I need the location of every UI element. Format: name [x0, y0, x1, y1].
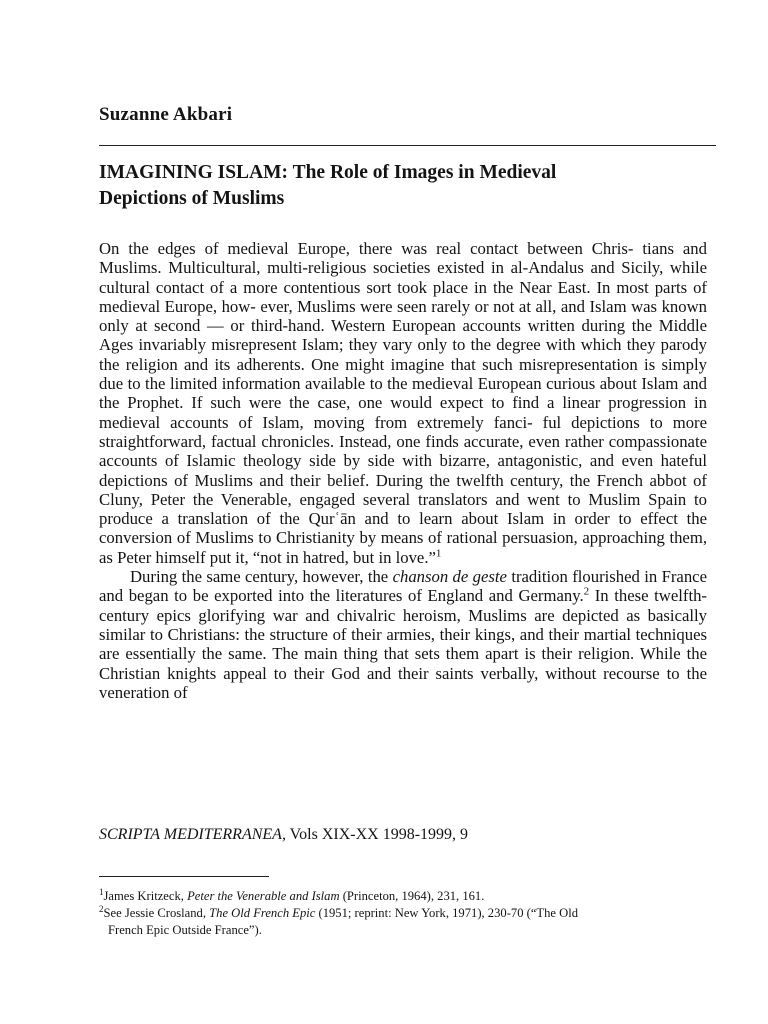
article-title-line-1: IMAGINING ISLAM: The Role of Images in Medieval — [99, 162, 557, 183]
footnote-2-italic: The Old French Epic — [209, 906, 316, 920]
body-paragraph-2 — [99, 567, 707, 702]
paragraph-2-text-b: tradition flourished in France and began to be exported into the literatures of England and Germany. — [99, 567, 707, 606]
footnote-2 — [99, 905, 707, 922]
footnote-1-text-a: James Kritzeck, — [103, 889, 188, 903]
paragraph-2-italic-term: chanson de geste — [392, 567, 507, 587]
article-body — [99, 239, 707, 702]
footnote-2-text-b: (1951; reprint: New York, 1971), 230-70 (“The Old — [315, 906, 579, 920]
journal-volume: Vols XIX-XX 1998-1999, 9 — [285, 826, 469, 843]
footnote-1-text-b: (Princeton, 1964), 231, 161. — [339, 889, 485, 903]
footnote-ref-2: 2 — [583, 585, 590, 598]
footnote-1-italic: Peter the Venerable and Islam — [187, 889, 340, 903]
author-name: Suzanne Akbari — [99, 104, 233, 125]
footnote-2-number: 2 — [99, 903, 104, 914]
footnote-ref-1: 1 — [435, 547, 442, 560]
article-title — [99, 160, 699, 212]
paragraph-2-text-c: In these twelfth-century epics glorifying war and chivalric heroism, Muslims are depicted as basically similar to Christians: the structure of their armies, their kings, and their martial techniques are essentially the same. The main thing that sets them apart is their religion. While the Christian knights appeal to their God and their saints verbally, without recourse to the veneration of — [99, 586, 707, 702]
paragraph-2-text-a: During the same century, however, the — [130, 567, 393, 587]
header-rule — [99, 145, 716, 146]
footnote-2-text-a: See Jessie Crosland, — [103, 906, 210, 920]
footnote-1 — [99, 888, 707, 905]
body-paragraph-1 — [99, 239, 707, 567]
article-title-line-2: Depictions of Muslims — [99, 188, 285, 209]
footnote-1-number: 1 — [99, 886, 104, 897]
journal-citation — [99, 826, 468, 844]
footnote-2-continuation: French Epic Outside France”). — [108, 923, 262, 937]
footnote-rule — [99, 876, 269, 877]
footnotes — [99, 888, 707, 939]
paragraph-1-text: On the edges of medieval Europe, there was real contact between Chris- tians and Muslims. Multicultural, multi-religious societies existed in al-Andalus and Sicily, while cultural contact of a more contentious sort took place in the Near East. In most parts of medieval Europe, how- ever, Muslims were seen rarely or not at all, and Islam was known only at second — or third-hand. Western European accounts written during the Middle Ages invariably misrepresent Islam; they vary only to the degree with which they parody the religion and its adherents. One might imagine that such misrepresentation is simply due to the limited information available to the medieval European curious about Islam and the Prophet. If such were the case, one would expect to find a linear progression in medieval accounts of Islam, moving from extremely fanci- ful depictions to more straightforward, factual chronicles. Instead, one finds accurate, even rather compassionate accounts of Islamic theology side by side with bizarre, antagonistic, and even hateful depictions of Muslims and their belief. During the twelfth century, the French abbot of Cluny, Peter the Venerable, engaged several translators and went to Muslim Spain to produce a translation of the Qurʿān and to learn about Islam in order to effect the conversion of Muslims to Christianity by means of rational persuasion, approaching them, as Peter himself put it, “not in hatred, but in love.” — [99, 239, 707, 567]
journal-name: SCRIPTA MEDITERRANEA, — [99, 826, 286, 843]
